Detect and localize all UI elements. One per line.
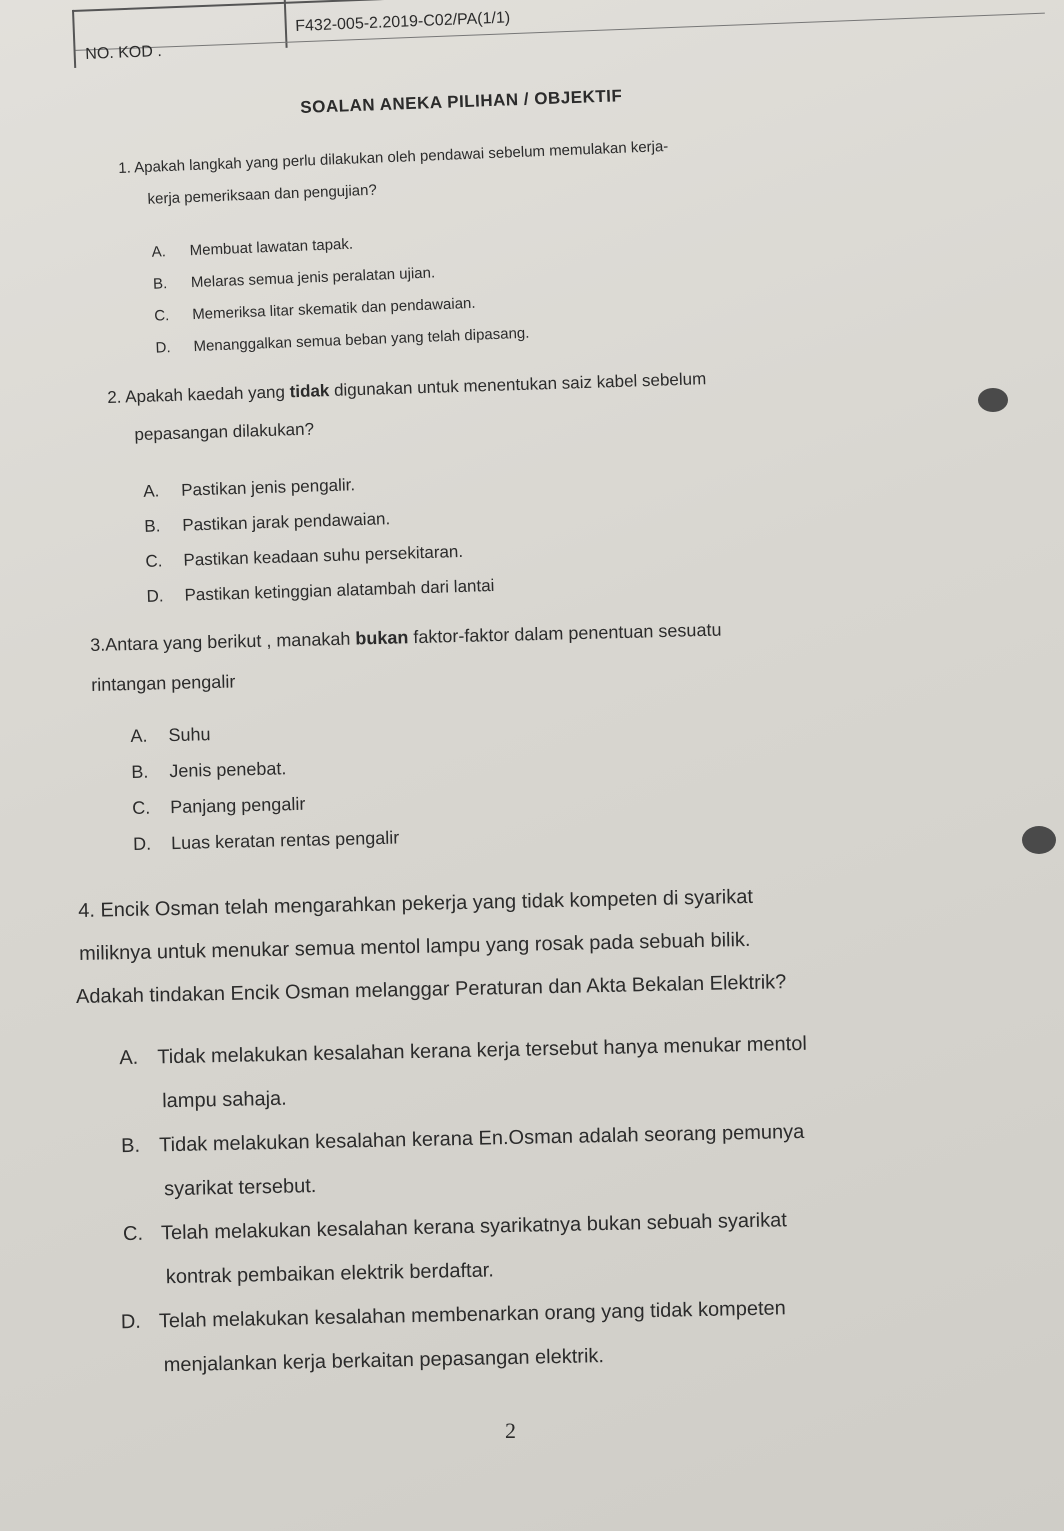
page-number: 2	[505, 1418, 516, 1443]
question-4-option-a	[119, 1033, 807, 1070]
question-1-option-a	[151, 236, 353, 261]
option-text: Tidak melakukan kesalahan kerana kerja tersebut hanya menukar mentol	[157, 1032, 808, 1069]
option-text: Membuat lawatan tapak.	[189, 235, 354, 260]
question-3-option-a	[130, 724, 211, 747]
question-1-option-d	[155, 325, 529, 357]
kod-label: NO. KOD .	[85, 42, 163, 63]
question-2-text-start: 2. Apakah kaedah yang	[107, 382, 290, 407]
question-3-option-d	[133, 828, 400, 855]
option-letter: B.	[120, 1134, 141, 1158]
question-3-text-start: 3.Antara yang berikut , manakah	[90, 628, 356, 655]
option-letter: C.	[145, 551, 163, 571]
option-text: Memeriksa litar skematik dan pendawaian.	[191, 294, 476, 324]
option-text: Pastikan keadaan suhu persekitaran.	[183, 541, 464, 570]
option-letter: D.	[120, 1310, 142, 1334]
option-letter: A.	[142, 481, 160, 501]
question-4-text: 4. Encik Osman telah mengarahkan pekerja yang tidak kompeten di syarikat	[78, 885, 754, 922]
question-2-text	[107, 369, 707, 408]
option-text: Jenis penebat.	[169, 758, 287, 782]
option-text: Telah melakukan kesalahan kerana syarikatnya bukan sebuah syarikat	[160, 1209, 788, 1245]
option-text: Menanggalkan semua beban yang telah dipasang.	[193, 324, 530, 356]
question-4-option-b-cont: syarikat tersebut.	[163, 1175, 317, 1201]
question-2-option-c	[145, 542, 463, 572]
section-title: SOALAN ANEKA PILIHAN / OBJEKTIF	[300, 86, 623, 117]
question-2-text-end: digunakan untuk menentukan saiz kabel sebelum	[329, 369, 707, 401]
option-text: Pastikan jenis pengalir.	[180, 475, 356, 500]
question-1-text: 1. Apakah langkah yang perlu dilakukan oleh pendawai sebelum memulakan kerja-	[118, 137, 669, 177]
question-2-text-cont: pepasangan dilakukan?	[134, 419, 315, 445]
option-letter: A.	[130, 725, 148, 747]
option-letter: D.	[155, 339, 171, 357]
emphasis-word: bukan	[355, 627, 409, 649]
question-4-option-c	[123, 1209, 787, 1246]
option-text: Panjang pengalir	[169, 793, 306, 818]
question-3-text-cont: rintangan pengalir	[90, 671, 236, 695]
question-1-option-c	[154, 295, 476, 325]
question-3-text	[90, 620, 722, 656]
question-4-text-cont: miliknya untuk menukar semua mentol lampu yang rosak pada sebuah bilik.	[78, 928, 751, 965]
header-box	[72, 0, 1046, 68]
option-text: Tidak melakukan kesalahan kerana En.Osman adalah seorang pemunya	[158, 1120, 805, 1157]
option-text: Melaras semua jenis peralatan ujian.	[190, 264, 436, 292]
option-letter: A.	[119, 1046, 139, 1070]
question-3-option-c	[132, 794, 306, 819]
question-2-option-b	[144, 509, 390, 537]
option-text: Pastikan jarak pendawaian.	[182, 509, 391, 535]
question-4-option-c-cont: kontrak pembaikan elektrik berdaftar.	[165, 1259, 495, 1289]
option-letter: B.	[131, 761, 149, 783]
question-4-option-a-cont: lampu sahaja.	[162, 1087, 287, 1113]
question-4-option-d	[121, 1297, 786, 1334]
option-letter: D.	[132, 833, 152, 855]
option-text: Telah melakukan kesalahan membenarkan orang yang tidak kompeten	[158, 1297, 786, 1333]
option-letter: B.	[152, 275, 168, 293]
option-text: Pastikan ketinggian alatambah dari lantai	[184, 575, 495, 605]
option-text: Suhu	[168, 724, 211, 746]
question-2-option-a	[143, 475, 355, 502]
question-4-text-cont-2: Adakah tindakan Encik Osman melanggar Peraturan dan Akta Bekalan Elektrik?	[75, 971, 787, 1009]
option-letter: C.	[131, 797, 151, 819]
header-rule	[76, 13, 1045, 51]
emphasis-word: tidak	[289, 381, 330, 402]
question-1-option-b	[153, 264, 436, 292]
question-3-text-end: faktor-faktor dalam penentuan sesuatu	[408, 619, 722, 648]
option-letter: D.	[146, 586, 164, 606]
question-4-option-b	[121, 1121, 805, 1158]
option-letter: C.	[153, 307, 170, 325]
binder-hole	[1022, 826, 1056, 854]
document-code: F432-005-2.2019-C02/PA(1/1)	[295, 9, 511, 35]
option-letter: B.	[144, 516, 161, 536]
option-letter: A.	[151, 243, 167, 261]
question-4-option-d-cont: menjalankan kerja berkaitan pepasangan elektrik.	[163, 1345, 605, 1377]
option-letter: C.	[122, 1222, 144, 1246]
question-3-option-b	[131, 758, 287, 783]
option-text: Luas keratan rentas pengalir	[170, 827, 400, 854]
header-divider	[284, 0, 288, 48]
question-2-option-d	[146, 576, 494, 607]
binder-hole	[978, 388, 1008, 412]
question-1-text-cont: kerja pemeriksaan dan pengujian?	[147, 181, 378, 208]
